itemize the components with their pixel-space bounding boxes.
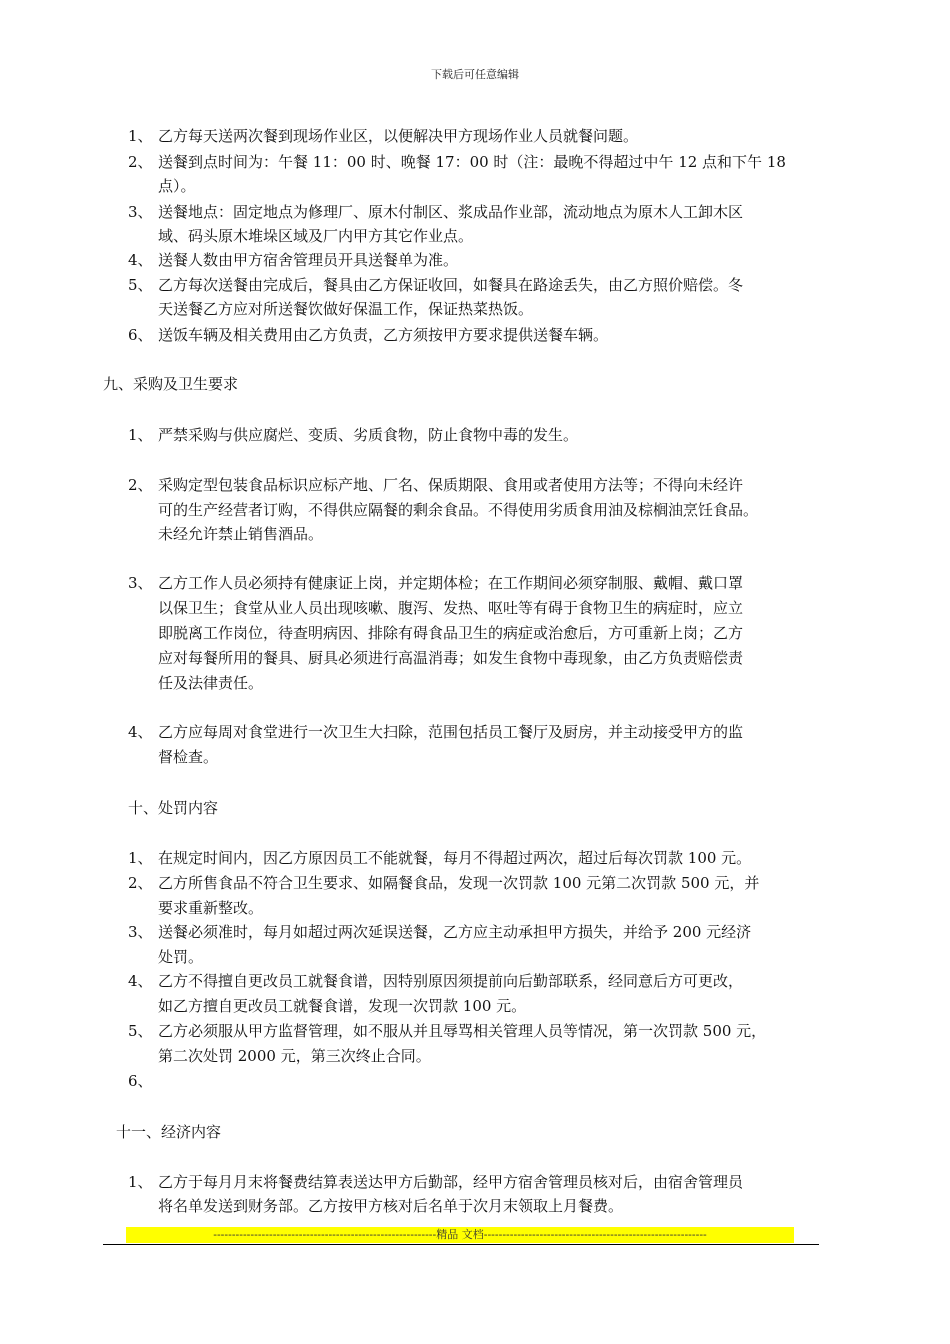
item-text: 乙方于每月月末将餐费结算表送达甲方后勤部，经甲方宿舍管理员核对后，由宿舍管理员: [158, 1173, 744, 1191]
item-text: 域、码头原木堆垛区域及厂内甲方其它作业点。: [158, 227, 474, 245]
item-text: 未经允许禁止销售酒品。: [158, 525, 324, 543]
item-text: 送餐到点时间为：午餐 11：00 时、晚餐 17：00 时（注：最晚不得超过中午 12 点和下午 18: [158, 153, 786, 171]
item-text: 送餐人数由甲方宿舍管理员开具送餐单为准。: [158, 251, 459, 269]
item-text: 送饭车辆及相关费用由乙方负责，乙方须按甲方要求提供送餐车辆。: [158, 326, 609, 344]
item-number: 1、: [128, 849, 153, 867]
item-number: 2、: [128, 153, 153, 171]
item-text: 乙方工作人员必须持有健康证上岗，并定期体检；在工作期间必须穿制服、戴帽、戴口罩: [158, 574, 744, 592]
item-number: 6、: [128, 1072, 153, 1090]
item-text: 乙方必须服从甲方监督管理，如不服从并且辱骂相关管理人员等情况，第一次罚款 500 元，: [158, 1022, 767, 1040]
item-number: 4、: [128, 251, 153, 269]
footer-highlight: ------------------------------------------------------------精品 文档------------------------------------------------------------: [126, 1227, 794, 1243]
item-text: 处罚。: [158, 948, 204, 966]
section-title: 十、处罚内容: [128, 799, 219, 817]
item-text: 将名单发送到财务部。乙方按甲方核对后名单于次月末领取上月餐费。: [158, 1197, 624, 1215]
item-number: 3、: [128, 574, 153, 592]
item-number: 1、: [128, 426, 153, 444]
item-number: 4、: [128, 972, 153, 990]
item-text: 乙方所售食品不符合卫生要求、如隔餐食品，发现一次罚款 100 元第二次罚款 500 元，并: [158, 874, 760, 892]
item-text: 天送餐乙方应对所送餐饮做好保温工作，保证热菜热饭。: [158, 300, 534, 318]
item-number: 2、: [128, 874, 153, 892]
item-number: 5、: [128, 276, 153, 294]
item-text: 如乙方擅自更改员工就餐食谱，发现一次罚款 100 元。: [158, 997, 527, 1015]
item-text: 要求重新整改。: [158, 899, 264, 917]
item-text: 督检查。: [158, 748, 219, 766]
item-text: 乙方每天送两次餐到现场作业区，以便解决甲方现场作业人员就餐问题。: [158, 127, 639, 145]
page-header: 下载后可任意编辑: [431, 68, 519, 81]
item-number: 1、: [128, 1173, 153, 1191]
item-text: 任及法律责任。: [158, 674, 264, 692]
item-text: 乙方每次送餐由完成后，餐具由乙方保证收回，如餐具在路途丢失，由乙方照价赔偿。冬: [158, 276, 744, 294]
item-text: 可的生产经营者订购，不得供应隔餐的剩余食品。不得使用劣质食用油及棕榈油烹饪食品。: [158, 501, 759, 519]
item-text: 乙方应每周对食堂进行一次卫生大扫除，范围包括员工餐厅及厨房，并主动接受甲方的监: [158, 723, 744, 741]
item-number: 3、: [128, 203, 153, 221]
item-number: 5、: [128, 1022, 153, 1040]
footer-rule: [103, 1244, 819, 1245]
item-text: 以保卫生；食堂从业人员出现咳嗽、腹泻、发热、呕吐等有碍于食物卫生的病症时，应立: [158, 599, 744, 617]
item-text: 即脱离工作岗位，待查明病因、排除有碍食品卫生的病症或治愈后，方可重新上岗；乙方: [158, 624, 744, 642]
item-number: 1、: [128, 127, 153, 145]
item-text: 采购定型包装食品标识应标产地、厂名、保质期限、食用或者使用方法等；不得向未经许: [158, 476, 744, 494]
item-text: 送餐地点：固定地点为修理厂、原木付制区、浆成品作业部，流动地点为原木人工卸木区: [158, 203, 744, 221]
section-title: 九、采购及卫生要求: [103, 375, 239, 393]
section-title: 十一、经济内容: [116, 1123, 222, 1141]
item-text: 点）。: [158, 177, 196, 195]
item-number: 2、: [128, 476, 153, 494]
item-text: 送餐必须准时，每月如超过两次延误送餐，乙方应主动承担甲方损失，并给予 200 元经济: [158, 923, 752, 941]
item-number: 6、: [128, 326, 153, 344]
item-text: 应对每餐所用的餐具、厨具必须进行高温消毒；如发生食物中毒现象，由乙方负责赔偿责: [158, 649, 744, 667]
item-text: 严禁采购与供应腐烂、变质、劣质食物，防止食物中毒的发生。: [158, 426, 579, 444]
item-number: 4、: [128, 723, 153, 741]
item-text: 乙方不得擅自更改员工就餐食谱，因特别原因须提前向后勤部联系，经同意后方可更改，: [158, 972, 744, 990]
item-text: 第二次处罚 2000 元，第三次终止合同。: [158, 1047, 431, 1065]
item-number: 3、: [128, 923, 153, 941]
item-text: 在规定时间内，因乙方原因员工不能就餐，每月不得超过两次，超过后每次罚款 100 元。: [158, 849, 752, 867]
